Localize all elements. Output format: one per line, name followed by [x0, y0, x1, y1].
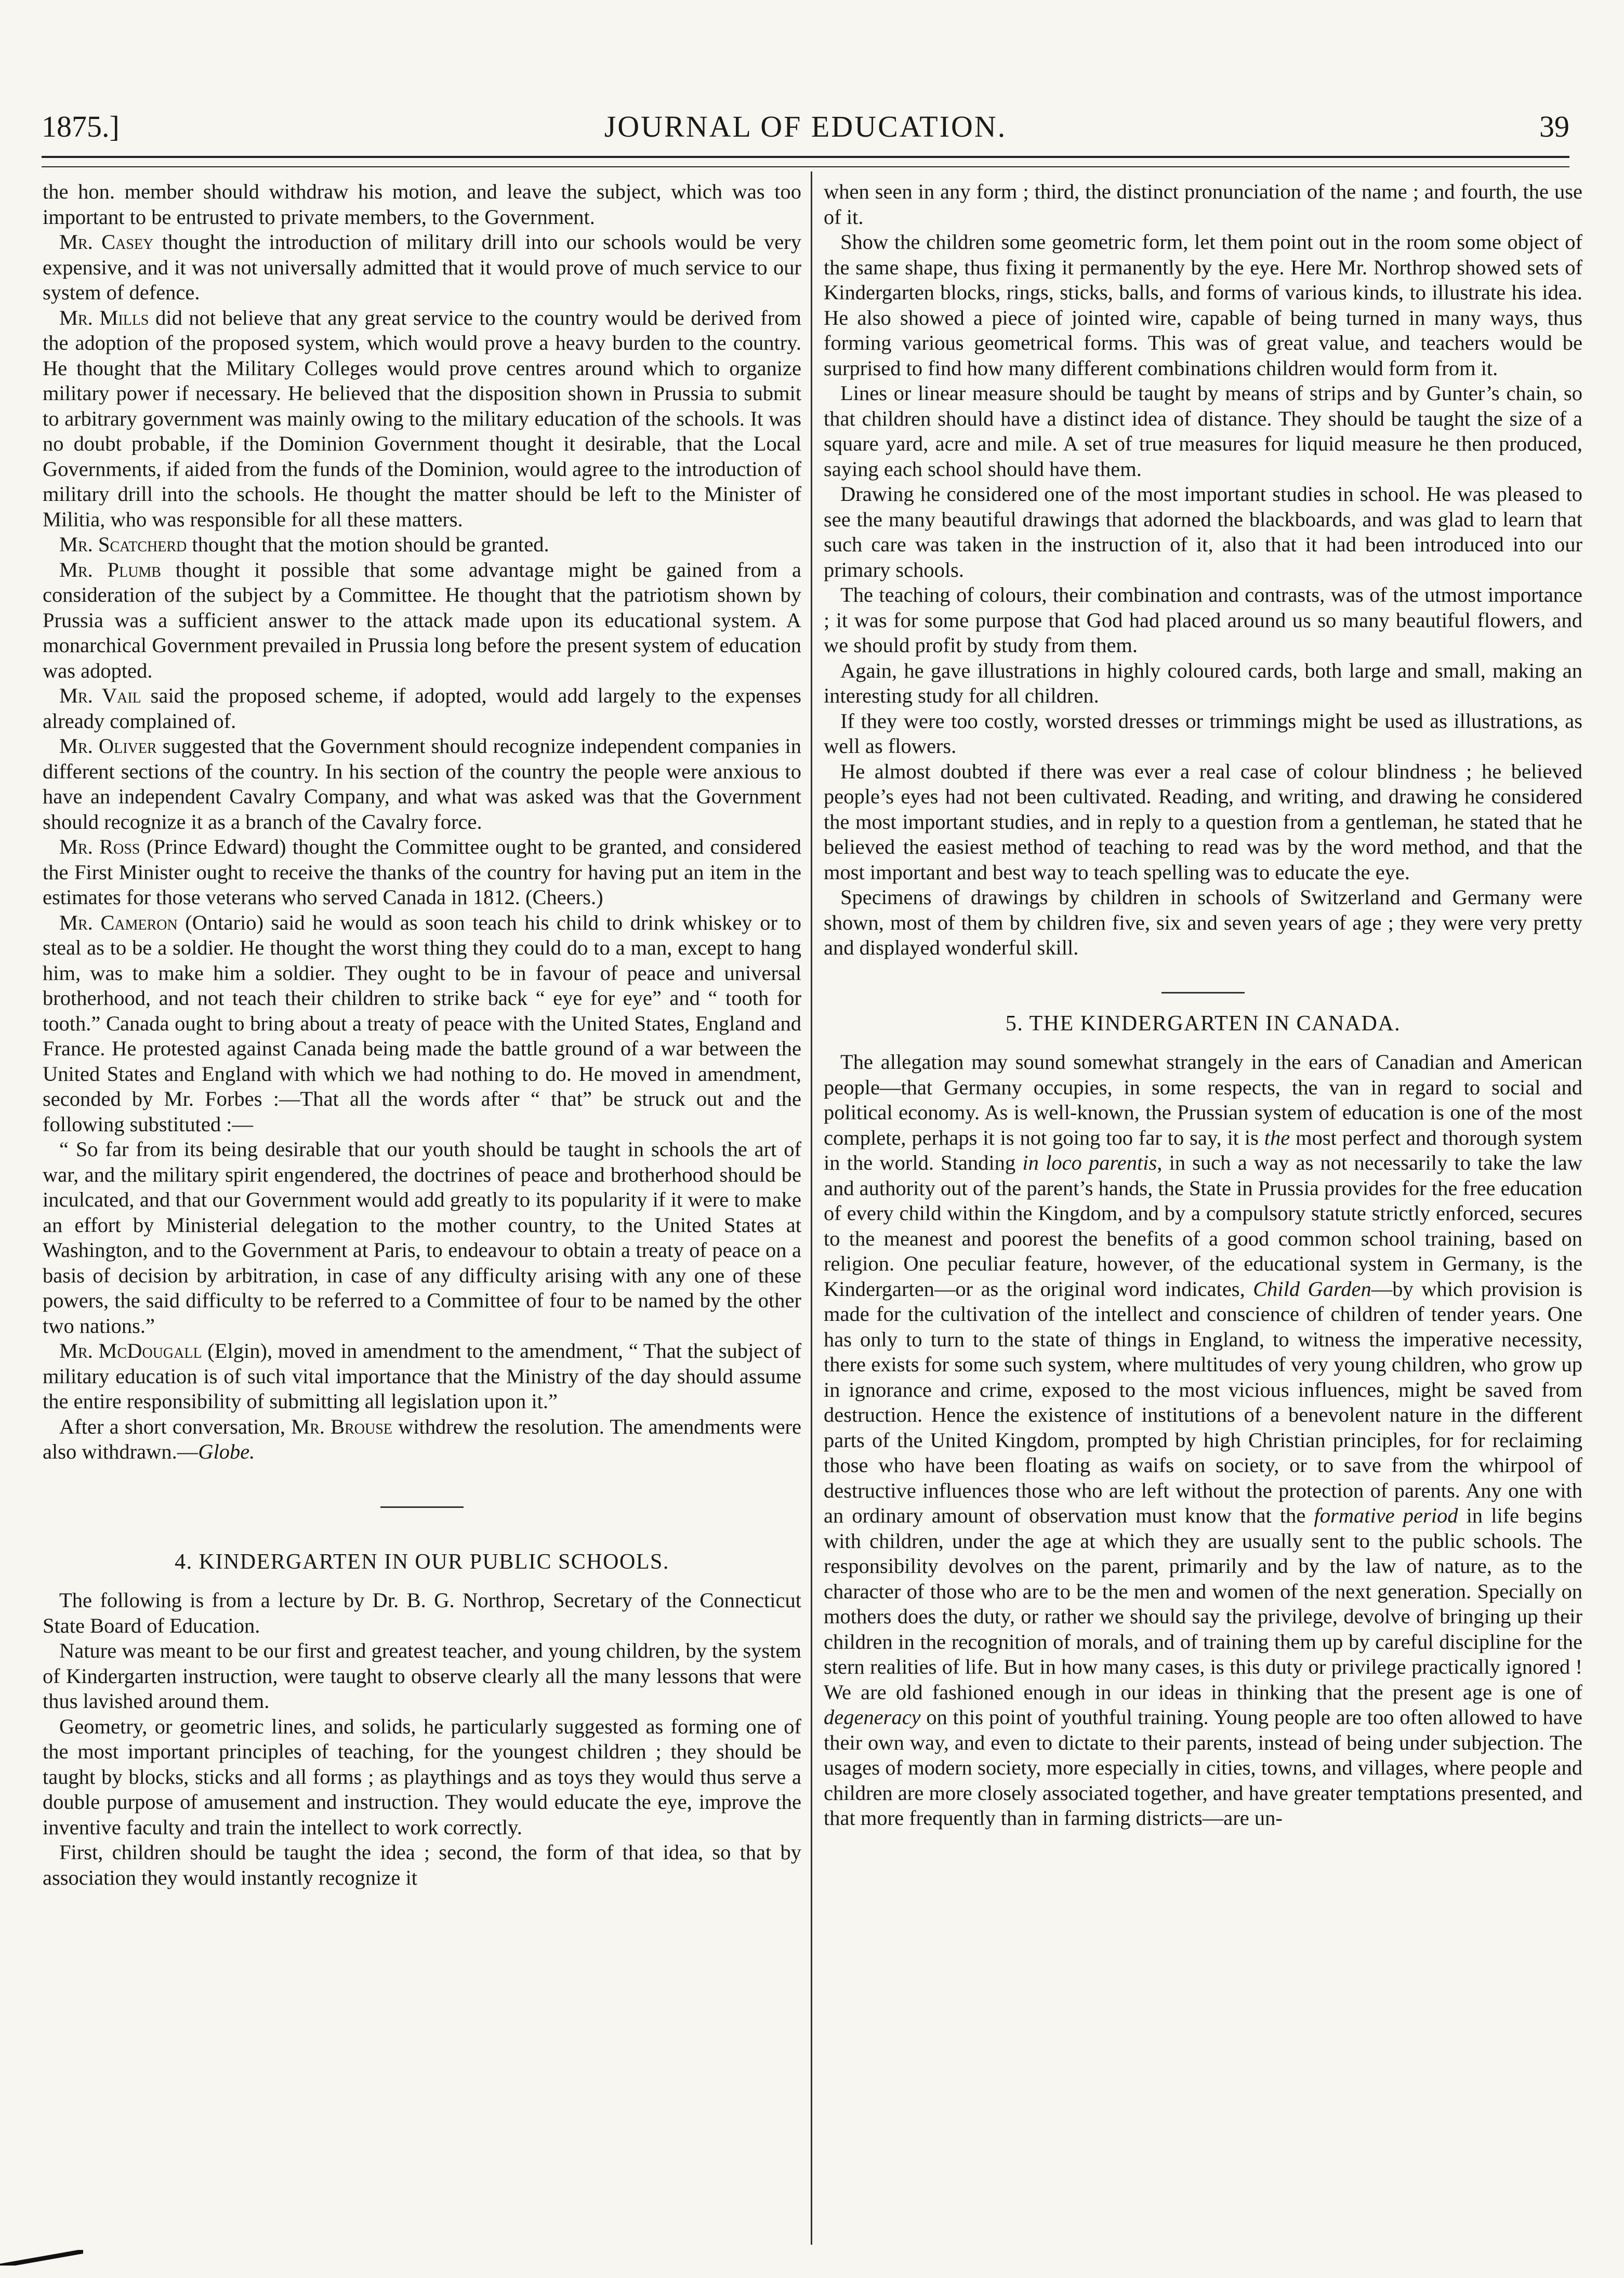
- emphasis: formative period: [1314, 1504, 1458, 1527]
- paragraph: Show the children some geometric form, let them point out in the room some object of the same shape, thus fixing it permanently by the eye. Here Mr. Northrop showed sets of Kindergarten blocks, rings, sticks, balls, and forms of various kinds, to illustrate his idea. He also showed a piece of jointed wire, capable of being turned in many ways, thus forming various geometrical forms. This was of great value, and teachers would be surprised to find how many different combinations children would form from it.: [824, 230, 1582, 380]
- paragraph-text: most perfect and thorough system in the world. Standing: [824, 1125, 1582, 1174]
- paragraph: [43, 1339, 801, 1414]
- paragraph: [43, 558, 801, 684]
- paragraph-text: After a short conversation,: [59, 1414, 292, 1438]
- paragraph-text: thought the introduction of military drill into our schools would be very expensive, and it was not universally admitted that it would prove of much service to our system of defence.: [43, 230, 801, 304]
- paragraph: First, children should be taught the idea ; second, the form of that idea, so that by association they would instantly recognize it: [43, 1840, 801, 1889]
- speaker-name: Mr. Brouse: [291, 1414, 392, 1438]
- speaker-name: Mr. McDougall: [59, 1339, 202, 1362]
- paragraph-text: did not believe that any great service to the country would be derived from the adoption of the proposed system, which would prove a heavy burden to the country. He thought that the Military Colleges would prove centres around which to organize military power if necessary. He believed that the disposition shown in Prussia to submit to arbitrary government was mainly owing to the military education of the schools. It was no doubt probable, if the Dominion Government thought it desirable, that the Local Governments, if aided from the funds of the Dominion, would agree to the introduction of military drill into the schools. He thought the matter should be left to the Minister of Militia, who was responsible for all these matters.: [43, 306, 801, 531]
- speaker-name: Mr. Cameron: [59, 910, 178, 934]
- paragraph: If they were too costly, worsted dresses or trimmings might be used as illustrations, as well as flowers.: [824, 709, 1582, 758]
- paragraph: [43, 734, 801, 835]
- paragraph: [43, 230, 801, 306]
- paragraph: Specimens of drawings by children in schools of Switzerland and Germany were shown, most of them by children five, six and seven years of age ; they were very pretty and displayed wonderful skill.: [824, 885, 1582, 959]
- speaker-name: Mr. Mills: [59, 306, 149, 329]
- right-column: [824, 179, 1582, 2253]
- paragraph-text: said the proposed scheme, if adopted, would add largely to the expenses already complained of.: [43, 684, 801, 733]
- paragraph: [43, 835, 801, 910]
- emphasis: Child Garden: [1253, 1277, 1371, 1301]
- header-rule: [42, 156, 1569, 158]
- speaker-name: Mr. Scatcherd: [59, 533, 187, 556]
- paragraph: Again, he gave illustrations in highly coloured cards, both large and small, making an interesting study for all children.: [824, 658, 1582, 707]
- header-rule-thin: [42, 166, 1569, 167]
- paragraph: [43, 532, 801, 558]
- paragraph-text: withdrew the resolution. The amendments were also withdrawn.—: [43, 1414, 801, 1463]
- paragraph-text: thought that the motion should be granted.: [187, 533, 549, 556]
- left-column: [43, 179, 801, 2253]
- column-divider: [811, 171, 812, 2245]
- speaker-name: Mr. Plumb: [59, 558, 161, 581]
- paragraph-text: , in such a way as not necessarily to take the law and authority out of the parent’s hands, the State in Prussia provides for the free education of every child within the Kingdom, and by a compulsory statute strictly enforced, secures to the meanest and poorest the benefits of a good common school training, based on religion. One peculiar feature, however, of the educational system in Germany, is the Kindergarten—or as the original word indicates,: [824, 1151, 1582, 1301]
- source-citation: Globe.: [198, 1440, 255, 1463]
- emphasis: degeneracy: [824, 1705, 921, 1729]
- paragraph: Drawing he considered one of the most important studies in school. He was pleased to see the many beautiful drawings that adorned the blackboards, and was glad to learn that such care was taken in the instruction of it, also that it had been introduced into our primary schools.: [824, 482, 1582, 581]
- paragraph-text: (Ontario) said he would as soon teach his child to drink whiskey or to steal as to be a soldier. He thought the worst thing they could do to a man, except to hang him, was to make him a soldier. They ought to be in favour of peace and universal brotherhood, and not teach their children to strike back “ eye for eye” and “ tooth for tooth.” Canada ought to bring about a treaty of peace with the United States, England and France. He protested against Canada being made the battle ground of a war between the United States and England with which we had nothing to do. He moved in amendment, seconded by Mr. Forbes :—That all the words after “ that” be struck out and the following substituted :—: [43, 910, 801, 1136]
- paragraph: [43, 683, 801, 734]
- paragraph: He almost doubted if there was ever a real case of colour blindness ; he believed people’s eyes had not been cultivated. Reading, and writing, and drawing he considered the most important studies, and in reply to a question from a gentleman, he stated that he believed the easiest method of teaching to read was by the word method, and that the most important and best way to teach spelling was to educate the eye.: [824, 759, 1582, 884]
- paragraph: Geometry, or geometric lines, and solids, he particularly suggested as forming one of the most important principles of teaching, for the youngest children ; they should be taught by blocks, sticks and all forms ; as playthings and as toys they would thus serve a double purpose of amusement and instruction. They would educate the eye, improve the inventive faculty and train the intellect to work correctly.: [43, 1714, 801, 1839]
- paragraph-text: suggested that the Government should recognize independent companies in different sections of the country. In his section of the country the people were anxious to have an independent Cavalry Company, and what was asked was that the Government should recognize it as a branch of the Cavalry force.: [43, 734, 801, 833]
- running-header: [42, 109, 1569, 156]
- emphasis: in loco parentis: [1022, 1151, 1157, 1174]
- paragraph-text: (Prince Edward) thought the Committee ought to be granted, and considered the First Minister ought to receive the thanks of the country for having put an item in the estimates for those veterans who served Canada in 1812. (Cheers.): [43, 835, 801, 909]
- paragraph: The following is from a lecture by Dr. B. G. Northrop, Secretary of the Connecticut State Board of Education.: [43, 1588, 801, 1637]
- scan-edge-mark: [0, 2250, 83, 2266]
- section-heading: 4. KINDERGARTEN IN OUR PUBLIC SCHOOLS.: [175, 1549, 669, 1574]
- quoted-amendment: “ So far from its being desirable that our youth should be taught in schools the art of war, and the military spirit engendered, the doctrines of peace and brotherhood should be inculcated, and that our Government would add greatly to its popularity if it were to make an effort by Ministerial delegation to the mother country, to the United States at Washington, and to the Government at Paris, to endeavour to obtain a treaty of peace on a basis of decision by arbitration, in case of any difficulty arising with any one of these powers, the said difficulty to be referred to a Committee of four to be named by the other two nations.”: [43, 1137, 801, 1337]
- paragraph-text: on this point of youthful training. Young people are too often allowed to have their own way, and even to dictate to their parents, instead of being under subjection. The usages of modern society, more especially in cities, towns, and villages, where people and children are more closely associated together, and have greater temptations presented, and that more frequently than in farming districts—are un-: [824, 1705, 1582, 1830]
- section-separator: [380, 1506, 464, 1508]
- paragraph: [43, 306, 801, 533]
- page-number: 39: [1539, 110, 1569, 143]
- paragraph: [43, 910, 801, 1137]
- paragraph-text: in life begins with children, under the age at which they are usually sent to the public schools. The responsibility devolves on the parent, primarily and by the law of nature, as to the character of those who are to be the men and women of the next generation. Specially on mothers does the duty, or rather we should say the privilege, devolve of bringing up their children in the recognition of morals, and of training them up by careful discipline for the stern realities of life. But in how many cases, is this duty or privilege practically ignored ! We are old fashioned enough in our ideas in thinking that the present age is one of: [824, 1504, 1582, 1704]
- header-year: 1875.]: [42, 110, 120, 143]
- speaker-name: Mr. Oliver: [59, 734, 157, 758]
- speaker-name: Mr. Vail: [59, 684, 141, 707]
- paragraph: The teaching of colours, their combination and contrasts, was of the utmost importance ; it was for some purpose that God had placed around us so many beautiful flowers, and we should profit by study from them.: [824, 583, 1582, 657]
- section-heading: 5. THE KINDERGARTEN IN CANADA.: [1005, 1011, 1401, 1036]
- speaker-name: Mr. Ross: [59, 835, 140, 858]
- paragraph: the hon. member should withdraw his motion, and leave the subject, which was too important to be entrusted to private members, to the Government.: [43, 180, 801, 229]
- journal-title: JOURNAL OF EDUCATION.: [604, 110, 1007, 143]
- paragraph: Nature was meant to be our first and greatest teacher, and young children, by the system of Kindergarten instruction, were taught to observe clearly all the many lessons that were thus lavished around them.: [43, 1639, 801, 1713]
- paragraph: Lines or linear measure should be taught by means of strips and by Gunter’s chain, so that children should have a distinct idea of distance. They should be taught the size of a square yard, acre and mile. A set of true measures for liquid measure he then produced, saying each school should have them.: [824, 381, 1582, 481]
- paragraph-text: thought it possible that some advantage might be gained from a consideration of the subject by a Committee. He thought that the patriotism shown by Prussia was a sufficient answer to the attack made upon its educational system. A monarchical Government prevailed in Prussia long before the present system of education was adopted.: [43, 558, 801, 682]
- section-separator: [1161, 992, 1245, 994]
- paragraph: [43, 1414, 801, 1465]
- speaker-name: Mr. Casey: [59, 230, 154, 254]
- paragraph-text: —by which provision is made for the cultivation of the intellect and conscience of children of tender years. One has only to turn to the state of things in England, to witness the imperative necessity, there exists for some such system, where multitudes of very young children, who grow up in ignorance and crime, exposed to the most vicious influences, might be saved from destruction. Hence the existence of institutions of a benevolent nature in the different parts of the United Kingdom, prompted by high Christian principles, for for reclaiming those who have been floating as waifs on society, or to save from the whirpool of destructive influences those who are left without the protection of parents. Any one with an ordinary amount of observation must know that the: [824, 1277, 1582, 1527]
- paragraph-text: (Elgin), moved in amendment to the amendment, “ That the subject of military education is of such vital importance that the Ministry of the day should assume the entire responsibility of submitting all legislation upon it.”: [43, 1339, 801, 1413]
- paragraph: [824, 1050, 1582, 1831]
- emphasis: the: [1264, 1125, 1290, 1149]
- paragraph: when seen in any form ; third, the distinct pronunciation of the name ; and fourth, the use of it.: [824, 180, 1582, 229]
- paragraph-text: The allegation may sound somewhat strangely in the ears of Canadian and American people—that Germany occupies, in some respects, the van in regard to social and political economy. As is well-known, the Prussian system of education is one of the most complete, perhaps it is not going too far to say, it is: [824, 1050, 1582, 1149]
